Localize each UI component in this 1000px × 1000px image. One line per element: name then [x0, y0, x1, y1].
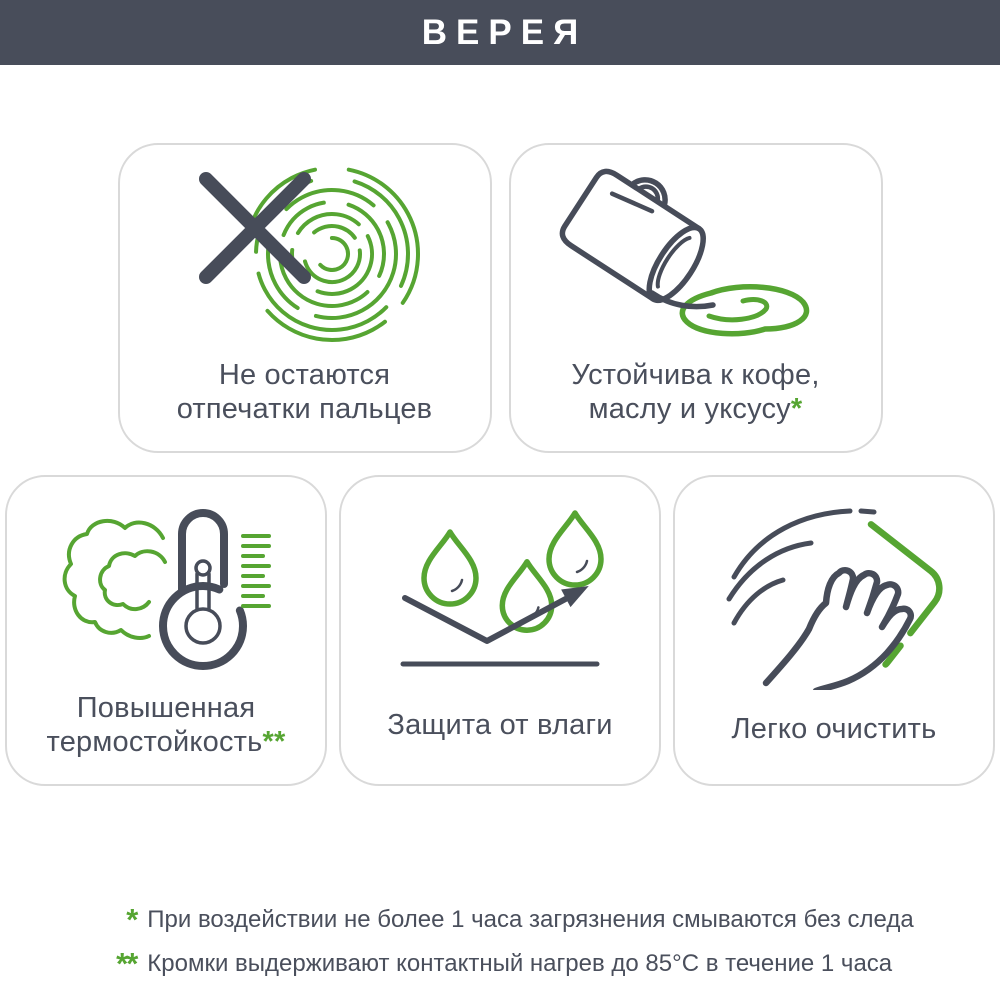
card-heat-resistant	[5, 475, 327, 786]
footnote-mark: **	[262, 726, 286, 758]
features-row-1	[0, 143, 1000, 453]
page-title: ВЕРЕЯ	[421, 12, 588, 52]
header-bar	[0, 0, 1000, 65]
card-caption: Повышенная термостойкость**	[46, 692, 286, 758]
footnote-text: Кромки выдерживают контактный нагрев до 85°С в течение 1 часа	[147, 950, 893, 977]
water-drops-icon	[375, 477, 625, 682]
features-row-2	[0, 475, 1000, 786]
footnote-1	[86, 899, 913, 935]
footnotes	[86, 899, 913, 979]
card-caption: Устойчива к кофе, маслу и уксусу*	[571, 359, 820, 425]
asterisk-mark: *	[126, 902, 137, 937]
card-caption: Не остаются отпечатки пальцев	[176, 359, 433, 425]
footnote-mark: *	[790, 393, 803, 425]
card-moisture-protection	[339, 475, 661, 786]
card-easy-to-clean	[673, 475, 995, 786]
footnote-text: При воздействии не более 1 часа загрязнения смываются без следа	[147, 906, 914, 933]
hand-wipe-icon	[714, 477, 954, 690]
card-caption: Защита от влаги	[387, 709, 613, 741]
thermometer-icon	[51, 477, 281, 682]
card-caption: Легко очистить	[731, 713, 937, 745]
card-stain-resistant	[509, 143, 883, 453]
footnote-2	[86, 943, 913, 979]
no-fingerprint-icon	[180, 145, 430, 349]
spilled-cup-icon	[551, 145, 841, 349]
double-asterisk-mark: **	[116, 946, 137, 981]
card-no-fingerprints	[118, 143, 492, 453]
